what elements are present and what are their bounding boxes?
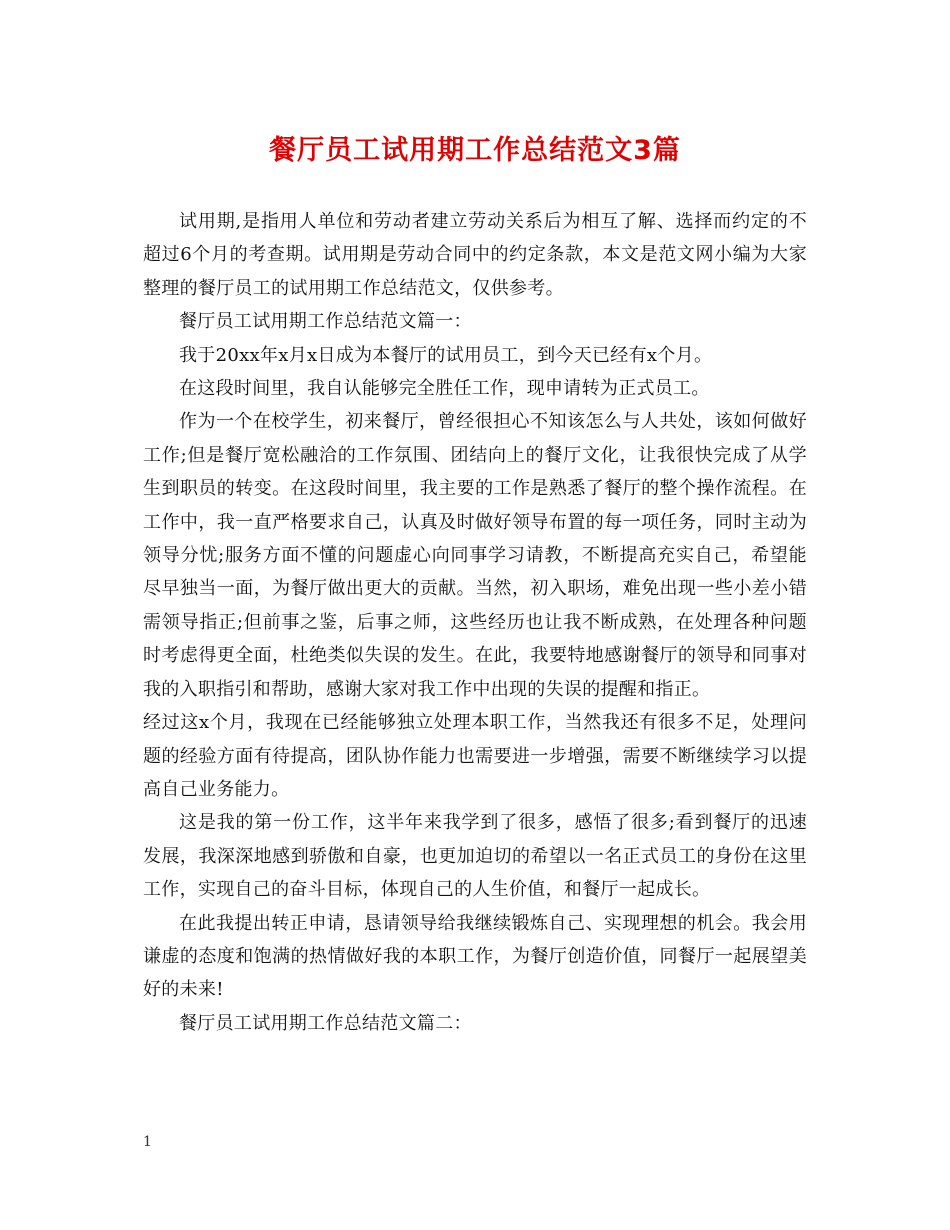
body-paragraph: 作为一个在校学生，初来餐厅，曾经很担心不知该怎么与人共处，该如何做好工作;但是餐厅宽松融洽的工作氛围、团结向上的餐厅文化，让我很快完成了从学生到职员的转变。在这段时间里，我主要的工作是熟悉了餐厅的整个操作流程。在工作中，我一直严格要求自己，认真及时做好领导布置的每一项任务，同时主动为领导分忧;服务方面不懂的问题虚心向同事学习请教，不断提高充实自己，希望能尽早独当一面，为餐厅做出更大的贡献。当然，初入职场，难免出现一些小差小错需领导指正;但前事之鉴，后事之师，这些经历也让我不断成熟，在处理各种问题时考虑得更全面，杜绝类似失误的发生。在此，我要特地感谢餐厅的领导和同事对我的入职指引和帮助，感谢大家对我工作中出现的失误的提醒和指正。 — [143, 411, 807, 700]
body-paragraph: 在此我提出转正申请，恳请领导给我继续锻炼自己、实现理想的机会。我会用谦虚的态度和饱满的热情做好我的本职工作，为餐厅创造价值，同餐厅一起展望美好的未来! — [143, 912, 807, 1001]
document-title: 餐厅员工试用期工作总结范文3篇 — [269, 135, 681, 166]
section-heading-two: 餐厅员工试用期工作总结范文篇二： — [179, 1012, 472, 1034]
body-paragraph: 在这段时间里，我自认能够完全胜任工作，现申请转为正式员工。 — [179, 378, 710, 400]
page-number: 1 — [143, 1134, 152, 1150]
document-body — [143, 205, 807, 1040]
body-paragraph: 经过这x个月，我现在已经能够独立处理本职工作，当然我还有很多不足，处理问题的经验方面有待提高，团队协作能力也需要进一步增强，需要不断继续学习以提高自己业务能力。 — [143, 712, 807, 800]
section-heading-one: 餐厅员工试用期工作总结范文篇一： — [179, 311, 472, 333]
intro-paragraph: 试用期,是指用人单位和劳动者建立劳动关系后为相互了解、选择而约定的不超过6个月的考查期。试用期是劳动合同中的约定条款，本文是范文网小编为大家整理的餐厅员工的试用期工作总结范文，仅供参考。 — [143, 211, 807, 299]
body-paragraph: 我于20xx年x月x日成为本餐厅的试用员工，到今天已经有x个月。 — [179, 344, 713, 366]
body-paragraph: 这是我的第一份工作，这半年来我学到了很多，感悟了很多;看到餐厅的迅速发展，我深深地感到骄傲和自豪，也更加迫切的希望以一名正式员工的身份在这里工作，实现自己的奋斗目标，体现自己的人生价值，和餐厅一起成长。 — [143, 812, 807, 901]
